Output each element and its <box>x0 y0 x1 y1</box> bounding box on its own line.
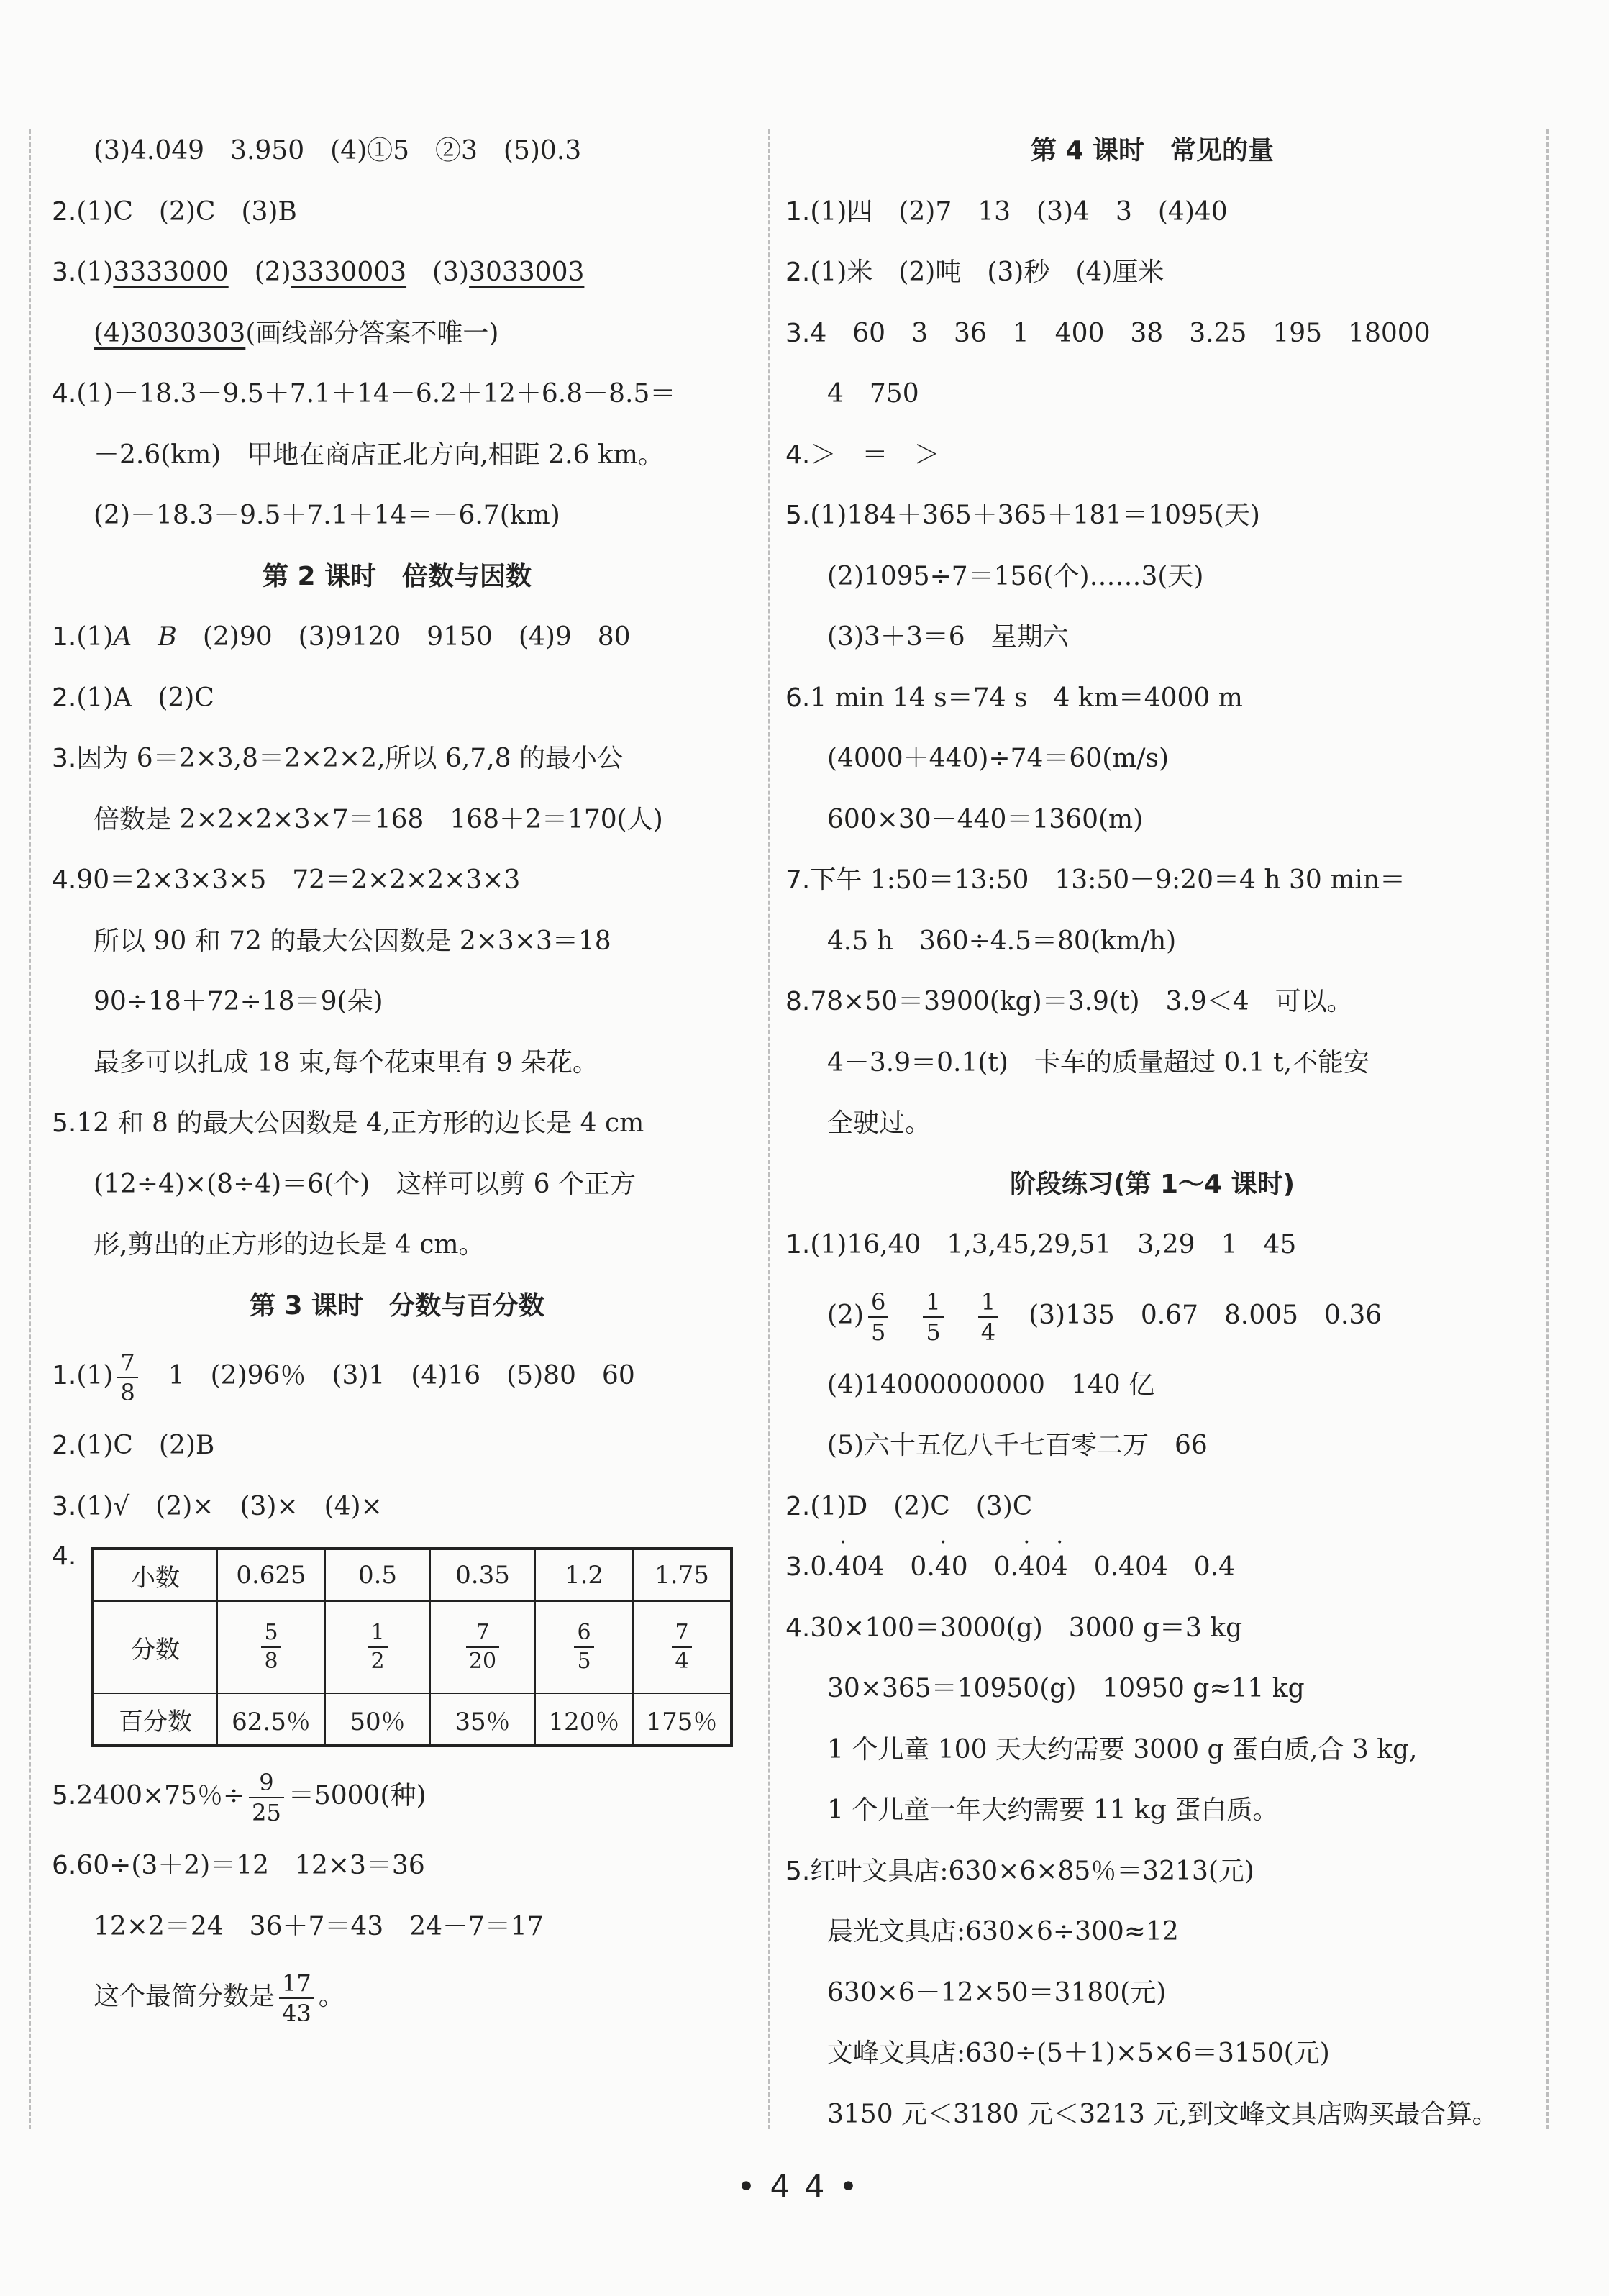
answer-part: ＝5000(种) <box>288 1781 427 1810</box>
answer-part: 。 <box>318 1982 345 2011</box>
numerator: 1 <box>370 1620 385 1645</box>
question-number: 7. <box>785 865 811 895</box>
underlined-answer: 3333000 <box>113 258 229 287</box>
fraction <box>279 1969 314 2027</box>
answer-part: (2)90 (3)9120 9150 (4)9 80 <box>176 622 631 652</box>
answer-text: 12 和 8 的最大公因数是 4,正方形的边长是 4 cm <box>76 1108 644 1138</box>
question-number: 5. <box>52 1108 77 1138</box>
right-column <box>785 121 1519 2145</box>
answer-line: 全驶过。 <box>827 1108 931 1138</box>
repeating-digit: · 4 <box>1052 1537 1068 1598</box>
answer-text: (1)C (2)C (3)B <box>76 196 297 227</box>
question-number: 6. <box>785 683 811 713</box>
answer-text: ＞ ＝ ＞ <box>810 439 940 470</box>
answer-line: 形,剪出的正方形的边长是 4 cm。 <box>94 1230 485 1259</box>
answer-4 <box>52 1537 742 1757</box>
table-cell: 1.75 <box>633 1549 731 1601</box>
answer-2 <box>52 182 742 243</box>
table-row <box>93 1549 731 1601</box>
table-cell: 1.2 <box>535 1549 633 1601</box>
answer-line <box>52 1957 742 2036</box>
section-title: 第 3 课时 分数与百分数 <box>249 1290 545 1321</box>
answer-line: (5)六十五亿八千七百零二万 66 <box>827 1431 1208 1460</box>
answer-3 <box>52 242 742 304</box>
answer-part: (1) <box>76 1361 114 1390</box>
question-number: 8. <box>785 987 811 1016</box>
answer-3-cont <box>52 304 742 365</box>
top-dashed-right <box>1546 129 1549 2129</box>
question-number: 3. <box>785 318 811 348</box>
question-number: 2. <box>785 258 811 287</box>
answer-part: (3) <box>406 258 470 287</box>
fraction <box>923 1290 943 1344</box>
denominator: 8 <box>261 1646 281 1672</box>
underlined-answer: 3330003 <box>291 258 407 287</box>
question-number: 2. <box>785 1491 811 1521</box>
answer-1 <box>52 607 742 668</box>
question-number: 3. <box>52 1491 77 1521</box>
answer-6 <box>52 1836 742 1897</box>
table-cell <box>217 1601 325 1693</box>
answer-text: 4 60 3 36 1 400 38 3.25 195 18000 <box>810 318 1431 348</box>
table-cell: 175％ <box>633 1693 731 1746</box>
question-number: 3. <box>52 744 77 773</box>
answer-line: 最多可以扎成 18 束,每个花束里有 9 朵花。 <box>94 1047 598 1078</box>
repeating-digit: · 4 <box>1018 1537 1035 1598</box>
answer-part: 0.404 0.4 <box>1067 1552 1236 1582</box>
answer-line: 文峰文具店:630÷(5＋1)×5×6＝3150(元) <box>827 2038 1330 2068</box>
top-dashed-left <box>29 129 31 2129</box>
table-cell <box>633 1601 731 1693</box>
table-row <box>93 1693 731 1746</box>
answer-line: 90÷18＋72÷18＝9(朵) <box>94 987 383 1016</box>
question-number: 3. <box>785 1552 811 1582</box>
question-number: 1. <box>52 622 77 652</box>
answer-text: (1)184＋365＋365＋181＝1095(天) <box>810 501 1260 530</box>
answer-part: 04 0. <box>851 1552 935 1582</box>
question-number: 1. <box>785 1230 811 1259</box>
denominator: 43 <box>279 1997 314 2025</box>
question-number: 2. <box>52 1431 77 1460</box>
answer-part: B <box>158 622 177 652</box>
table-cell: 50％ <box>325 1693 430 1746</box>
question-number: 4. <box>52 1541 77 1571</box>
fraction <box>466 1622 499 1672</box>
answer-text: (1)C (2)B <box>76 1431 215 1460</box>
answer-line: 30×365＝10950(g) 10950 g≈11 kg <box>827 1674 1305 1703</box>
answer-text: 60÷(3＋2)＝12 12×3＝36 <box>76 1851 425 1880</box>
answer-2 <box>52 1416 742 1477</box>
table-cell: 120％ <box>535 1693 633 1746</box>
answer-line: (4000＋440)÷74＝60(m/s) <box>827 744 1170 773</box>
answer-text: (1)四 (2)7 13 (3)4 3 (4)40 <box>810 196 1228 227</box>
column-divider <box>768 129 770 2129</box>
section-title: 第 4 课时 常见的量 <box>1030 136 1275 165</box>
question-number: 6. <box>52 1851 77 1880</box>
answer-2 <box>785 242 1519 304</box>
answer-line: 1 个儿童一年大约需要 11 kg 蛋白质。 <box>827 1795 1279 1825</box>
page-number-value: 44 <box>770 2169 839 2205</box>
underlined-answer: 3033003 <box>469 258 585 287</box>
table-cell <box>325 1601 430 1693</box>
answer-part: 2400×75％÷ <box>76 1781 245 1810</box>
answer-5 <box>785 486 1519 547</box>
table-cell: 分数 <box>93 1601 217 1693</box>
answer-line: (12÷4)×(8÷4)＝6(个) 这样可以剪 6 个正方 <box>94 1169 636 1199</box>
numerator: 6 <box>871 1288 886 1316</box>
left-column <box>52 121 742 2036</box>
answer-text: 1 min 14 s＝74 s 4 km＝4000 m <box>810 683 1243 713</box>
answer-5 <box>785 1841 1519 1903</box>
answer-4 <box>52 850 742 911</box>
numerator: 7 <box>120 1349 135 1376</box>
denominator: 2 <box>368 1646 387 1672</box>
repeating-digit: · 4 <box>835 1537 852 1598</box>
answer-line: (2)－18.3－9.5＋7.1＋14＝－6.7(km) <box>94 501 560 530</box>
answer-text: 30×100＝3000(g) 3000 g＝3 kg <box>810 1613 1243 1643</box>
denominator: 4 <box>672 1646 691 1672</box>
answer-line: 4 750 <box>827 379 919 409</box>
answer-text: (1)16,40 1,3,45,29,51 3,29 1 45 <box>810 1230 1297 1259</box>
denominator: 5 <box>923 1316 943 1344</box>
fraction <box>249 1771 284 1824</box>
question-number: 2. <box>52 683 77 713</box>
spacer <box>948 1300 974 1330</box>
answer-line: 1 个儿童 100 天大约需要 3000 g 蛋白质,合 3 kg, <box>827 1734 1418 1764</box>
repeating-digit: · 4 <box>935 1537 952 1598</box>
answer-4 <box>785 1598 1519 1659</box>
answer-line: (3)4.049 3.950 (4)①5 ②3 (5)0.3 <box>94 136 582 165</box>
answer-part: 1 (2)96％ (3)1 (4)16 (5)80 60 <box>142 1361 635 1390</box>
underlined-answer: (4)3030303 <box>94 318 246 348</box>
answer-line: 3150 元＜3180 元＜3213 元,到文峰文具店购买最合算。 <box>827 2099 1498 2129</box>
answer-2 <box>52 668 742 729</box>
answer-text: 90＝2×3×3×5 72＝2×2×2×3×3 <box>76 865 521 895</box>
answer-part: 0. <box>810 1552 835 1582</box>
fraction <box>868 1290 888 1344</box>
table-cell: 0.35 <box>430 1549 535 1601</box>
question-number: 5. <box>52 1781 77 1810</box>
answer-2 <box>785 1477 1519 1538</box>
section-title: 阶段练习(第 1～4 课时) <box>1009 1169 1295 1199</box>
table-cell: 0.625 <box>217 1549 325 1601</box>
table-cell <box>430 1601 535 1693</box>
answer-text: (1)A (2)C <box>76 683 214 713</box>
numerator: 9 <box>259 1769 274 1796</box>
answer-part: (1) <box>76 258 114 287</box>
question-number: 4. <box>52 379 77 409</box>
answer-line: (3)3＋3＝6 星期六 <box>827 622 1069 652</box>
answer-line: 600×30－440＝1360(m) <box>827 804 1144 834</box>
table-cell: 35％ <box>430 1693 535 1746</box>
fraction <box>574 1622 593 1672</box>
answer-text: (1)－18.3－9.5＋7.1＋14－6.2＋12＋6.8－8.5＝ <box>76 379 676 409</box>
answer-5 <box>52 1093 742 1154</box>
table-cell: 百分数 <box>93 1693 217 1746</box>
answer-line: 倍数是 2×2×2×3×7＝168 168＋2＝170(人) <box>94 804 663 834</box>
question-number: 1. <box>52 1361 77 1390</box>
denominator: 20 <box>466 1646 499 1672</box>
answer-part: 0 0. <box>951 1552 1018 1582</box>
question-number: 1. <box>785 196 811 227</box>
numerator: 5 <box>264 1620 278 1645</box>
numerator: 1 <box>980 1288 996 1316</box>
question-number: 5. <box>785 1856 811 1886</box>
fraction <box>261 1622 281 1672</box>
answer-4 <box>52 364 742 425</box>
answer-line: 晨光文具店:630×6÷300≈12 <box>827 1917 1179 1946</box>
denominator: 25 <box>249 1797 284 1824</box>
answer-line: 12×2＝24 36＋7＝43 24－7＝17 <box>94 1911 544 1941</box>
answer-5 <box>52 1757 742 1836</box>
answer-1 <box>52 1336 742 1416</box>
answer-part: (3)135 0.67 8.005 0.36 <box>1003 1300 1382 1330</box>
answer-line: (4)14000000000 140 亿 <box>827 1370 1155 1400</box>
numerator: 17 <box>282 1969 311 1997</box>
denominator: 5 <box>868 1316 888 1344</box>
question-number: 4. <box>52 865 77 895</box>
answer-part: (2) <box>827 1300 864 1330</box>
answer-line: 630×6－12×50＝3180(元) <box>827 1977 1167 2008</box>
page-number: •44• <box>737 2169 872 2205</box>
question-number: 2. <box>52 196 77 227</box>
answer-4 <box>785 425 1519 486</box>
answer-part: 这个最简分数是 <box>94 1982 275 2011</box>
question-number: 3. <box>52 258 77 287</box>
table-cell: 小数 <box>93 1549 217 1601</box>
table-cell <box>535 1601 633 1693</box>
answer-3 <box>785 1537 1519 1598</box>
answer-text: (1)√ (2)× (3)× (4)× <box>76 1491 383 1521</box>
fraction <box>368 1622 387 1672</box>
answer-7 <box>785 850 1519 911</box>
answer-part <box>132 622 158 652</box>
answer-part: 0 <box>1034 1552 1052 1582</box>
question-number: 4. <box>785 439 811 470</box>
answer-part: (画线部分答案不唯一) <box>245 318 499 348</box>
numerator: 7 <box>675 1620 689 1645</box>
answer-line: 4－3.9＝0.1(t) 卡车的质量超过 0.1 t,不能安 <box>827 1047 1370 1078</box>
question-number: 5. <box>785 501 811 530</box>
answer-part: A <box>113 622 132 652</box>
denominator: 4 <box>978 1316 998 1344</box>
answer-3 <box>52 729 742 790</box>
answer-text: (1)D (2)C (3)C <box>810 1491 1033 1521</box>
answer-line: 所以 90 和 72 的最大公因数是 2×3×3＝18 <box>94 926 611 956</box>
spacer <box>893 1300 919 1330</box>
numerator: 6 <box>577 1620 591 1645</box>
answer-1 <box>785 182 1519 243</box>
answer-line: 4.5 h 360÷4.5＝80(km/h) <box>827 926 1177 956</box>
table-cell: 0.5 <box>325 1549 430 1601</box>
numerator: 1 <box>926 1288 941 1316</box>
answer-8 <box>785 972 1519 1033</box>
answer-text: 因为 6＝2×3,8＝2×2×2,所以 6,7,8 的最小公 <box>76 744 623 773</box>
table-row <box>93 1601 731 1693</box>
answer-text: 78×50＝3900(kg)＝3.9(t) 3.9＜4 可以。 <box>810 987 1353 1016</box>
answer-text: 下午 1:50＝13:50 13:50－9:20＝4 h 30 min＝ <box>810 865 1406 895</box>
answer-3 <box>52 1477 742 1538</box>
fraction <box>117 1351 137 1404</box>
fraction <box>978 1290 998 1344</box>
conversion-table <box>91 1547 733 1747</box>
answer-text: 红叶文具店:630×6×85％＝3213(元) <box>810 1856 1254 1886</box>
answer-line: (2)1095÷7＝156(个)……3(天) <box>827 561 1204 591</box>
answer-1 <box>785 1215 1519 1276</box>
numerator: 7 <box>475 1620 490 1645</box>
answer-part: (1) <box>76 622 114 652</box>
question-number: 4. <box>785 1613 811 1643</box>
denominator: 5 <box>574 1646 593 1672</box>
answer-line <box>785 1276 1519 1355</box>
answer-line: －2.6(km) 甲地在商店正北方向,相距 2.6 km。 <box>94 439 664 470</box>
fraction <box>672 1622 691 1672</box>
answer-3 <box>785 304 1519 365</box>
section-title: 第 2 课时 倍数与因数 <box>262 561 532 591</box>
answer-part: (2) <box>228 258 291 287</box>
denominator: 8 <box>117 1377 137 1404</box>
table-cell: 62.5％ <box>217 1693 325 1746</box>
answer-6 <box>785 668 1519 729</box>
answer-text: (1)米 (2)吨 (3)秒 (4)厘米 <box>810 258 1164 287</box>
